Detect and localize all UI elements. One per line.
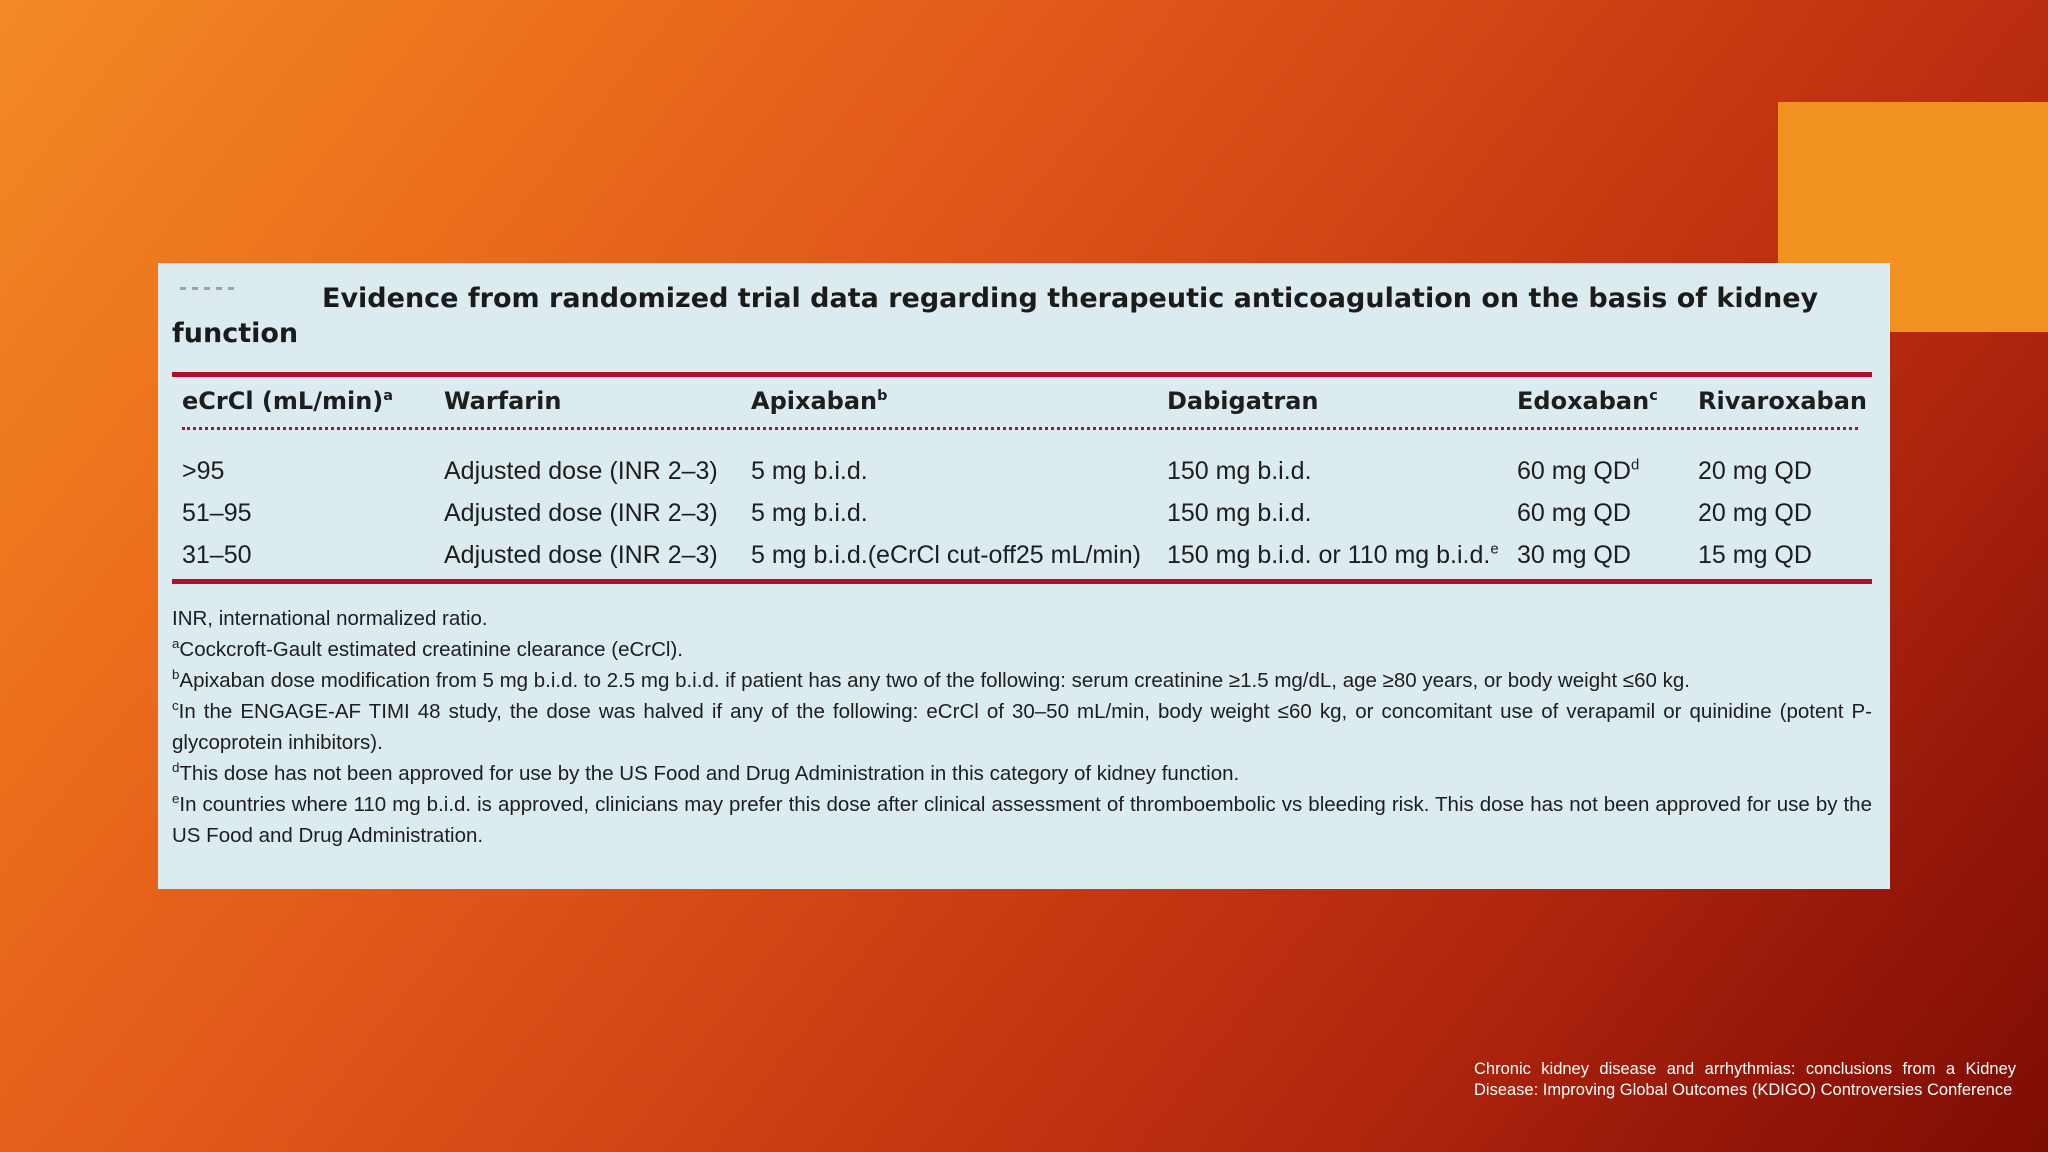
table-header-row: [158, 381, 1890, 421]
header-cell-apixaban: Apixaban$^b$: [751, 387, 888, 415]
footnote: $^c$In the ENGAGE-AF TIMI 48 study, the dose was halved if any of the following: eCrCl of 30–50 mL/min, body weight ≤60 kg, or concomitant use of verapamil or quinidine (potent P-glycoprotein inhibitors).: [172, 698, 1872, 754]
table-image-card: [158, 263, 1890, 889]
table-cell: 30 mg QD: [1517, 541, 1631, 569]
footnote: $^b$Apixaban dose modification from 5 mg b.i.d. to 2.5 mg b.i.d. if patient has any two of the following: serum creatinine ≥1.5 mg/dL, age ≥80 years, or body weight ≤60 kg.: [172, 667, 1690, 692]
table-cell: 15 mg QD: [1698, 541, 1812, 569]
table-cell: Adjusted dose (INR 2–3): [444, 541, 718, 569]
table-cell: Adjusted dose (INR 2–3): [444, 457, 718, 485]
table-cell: 5 mg b.i.d.(eCrCl cut-off25 mL/min): [751, 541, 1141, 569]
table-cell: 5 mg b.i.d.: [751, 457, 868, 485]
table-footnotes: [172, 603, 1872, 851]
table-title: Evidence from randomized trial data regarding therapeutic anticoagulation on the basis of kidney function: [172, 283, 1819, 349]
table-bottom-rule: [172, 579, 1872, 584]
table-top-rule: [172, 372, 1872, 377]
table-cell: 60 mg $QD^d$: [1517, 456, 1640, 485]
table-row: [158, 535, 1890, 575]
table-cell: 150 mg b.i.d. or 110 mg b.i.d.$^e$: [1167, 540, 1499, 569]
header-dotted-divider: [182, 427, 1858, 430]
header-cell-dabigatran: Dabigatran: [1167, 387, 1319, 415]
table-cell: >95: [182, 457, 225, 485]
footnote: $^d$This dose has not been approved for use by the US Food and Drug Administration in this category of kidney function.: [172, 760, 1240, 785]
table-cell: 20 mg QD: [1698, 457, 1812, 485]
table-cell: Adjusted dose (INR 2–3): [444, 499, 718, 527]
table-cell: 150 mg b.i.d.: [1167, 457, 1312, 485]
table-row: [158, 451, 1890, 491]
header-cell-ecrcl: eCrCl $(mL/\min)^a$: [182, 387, 393, 415]
header-cell-rivaroxaban: Rivaroxaban: [1698, 387, 1868, 415]
header-cell-edoxaban: Edoxaban$^c$: [1517, 387, 1658, 415]
header-cell-warfarin: Warfarin: [444, 387, 562, 415]
footnote: INR, international normalized ratio.: [172, 607, 488, 630]
table-row: [158, 493, 1890, 533]
footnote: $^a$Cockcroft-Gault estimated creatinine clearance (eCrCl).: [172, 636, 683, 661]
table-cell: 5 mg b.i.d.: [751, 499, 868, 527]
table-cell: 150 mg b.i.d.: [1167, 499, 1312, 527]
table-cell: 60 mg QD: [1517, 499, 1631, 527]
table-cell: 20 mg QD: [1698, 499, 1812, 527]
table-cell: 31–50: [182, 541, 252, 569]
table-cell: 51–95: [182, 499, 252, 527]
footnote: $^e$In countries where 110 mg b.i.d. is approved, clinicians may prefer this dose after clinical assessment of thromboembolic vs bleeding risk. This dose has not been approved for use by the US Food and Drug Administration.: [172, 791, 1872, 847]
source-citation: Chronic kidney disease and arrhythmias: conclusions from a Kidney Disease: Improving Global Outcomes (KDIGO) Controversies Conference: [1474, 1060, 2016, 1099]
